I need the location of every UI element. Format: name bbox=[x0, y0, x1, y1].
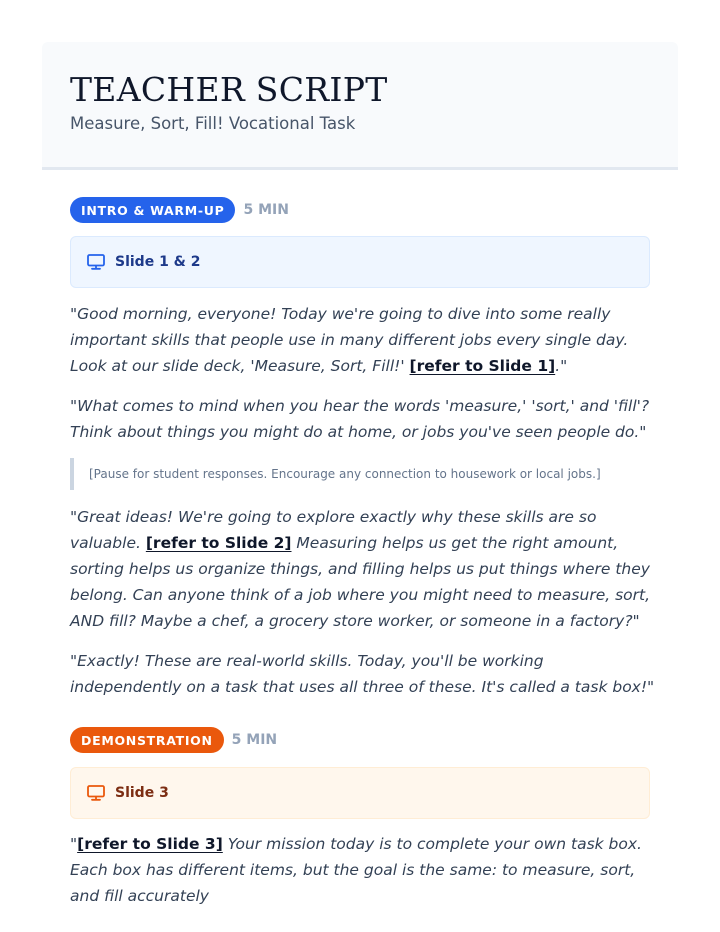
monitor-icon bbox=[87, 254, 105, 270]
teacher-note: [Pause for student responses. Encourage any connection to housework or local jobs.] bbox=[70, 458, 650, 490]
script-header bbox=[42, 42, 678, 170]
slide-reference-box bbox=[70, 767, 650, 819]
paragraph-text: "Great ideas! We're going to explore exactly why these skills are so valuable. bbox=[70, 508, 597, 552]
script-paragraph: "What comes to mind when you hear the words 'measure,' 'sort,' and 'fill'? Think about things you might do at home, or jobs you've seen people do." bbox=[70, 397, 650, 441]
section-header-demonstration bbox=[70, 727, 277, 753]
section-label-badge: INTRO & WARM-UP bbox=[70, 197, 235, 223]
paragraph-text: Measuring helps us get the right amount, sorting helps us organize things, and filling helps us put things where they belong. Can anyone think of a job where you might need to measure, sort, AND fill? Maybe a chef, a grocery store worker, or someone in a factory?" bbox=[70, 534, 651, 630]
script-paragraph: "Exactly! These are real-world skills. Today, you'll be working independently on a task that uses all three of these. It's called a task box!" bbox=[70, 652, 655, 696]
monitor-icon bbox=[87, 785, 105, 801]
section-header-intro bbox=[70, 197, 289, 223]
page-subtitle: Measure, Sort, Fill! Vocational Task bbox=[70, 114, 356, 133]
paragraph-text: " bbox=[70, 835, 78, 853]
slide-label: Slide 1 & 2 bbox=[115, 254, 201, 270]
slide-reference-box bbox=[70, 236, 650, 288]
script-paragraph bbox=[70, 831, 655, 909]
section-label-badge: DEMONSTRATION bbox=[70, 727, 224, 753]
slide-label: Slide 3 bbox=[115, 785, 169, 801]
slide-ref: [refer to Slide 2] bbox=[145, 534, 292, 552]
slide-ref: [refer to Slide 1] bbox=[409, 357, 556, 375]
slide-ref: [refer to Slide 3] bbox=[77, 835, 223, 853]
paragraph-text: ." bbox=[555, 357, 568, 375]
script-paragraph bbox=[70, 301, 655, 379]
script-paragraph bbox=[70, 504, 655, 634]
paragraph-text: Your mission today is to complete your own task box. Each box has different items, but the goal is the same: to measure, sort, and fill accurately bbox=[70, 835, 642, 905]
section-duration: 5 MIN bbox=[231, 732, 278, 748]
page-title: TEACHER SCRIPT bbox=[70, 70, 388, 109]
paragraph-text: "Good morning, everyone! Today we're going to dive into some really important skills that people use in many different jobs every single day. Look at our slide deck, 'Measure, Sort, Fill!' bbox=[70, 305, 629, 375]
section-duration: 5 MIN bbox=[243, 202, 289, 218]
